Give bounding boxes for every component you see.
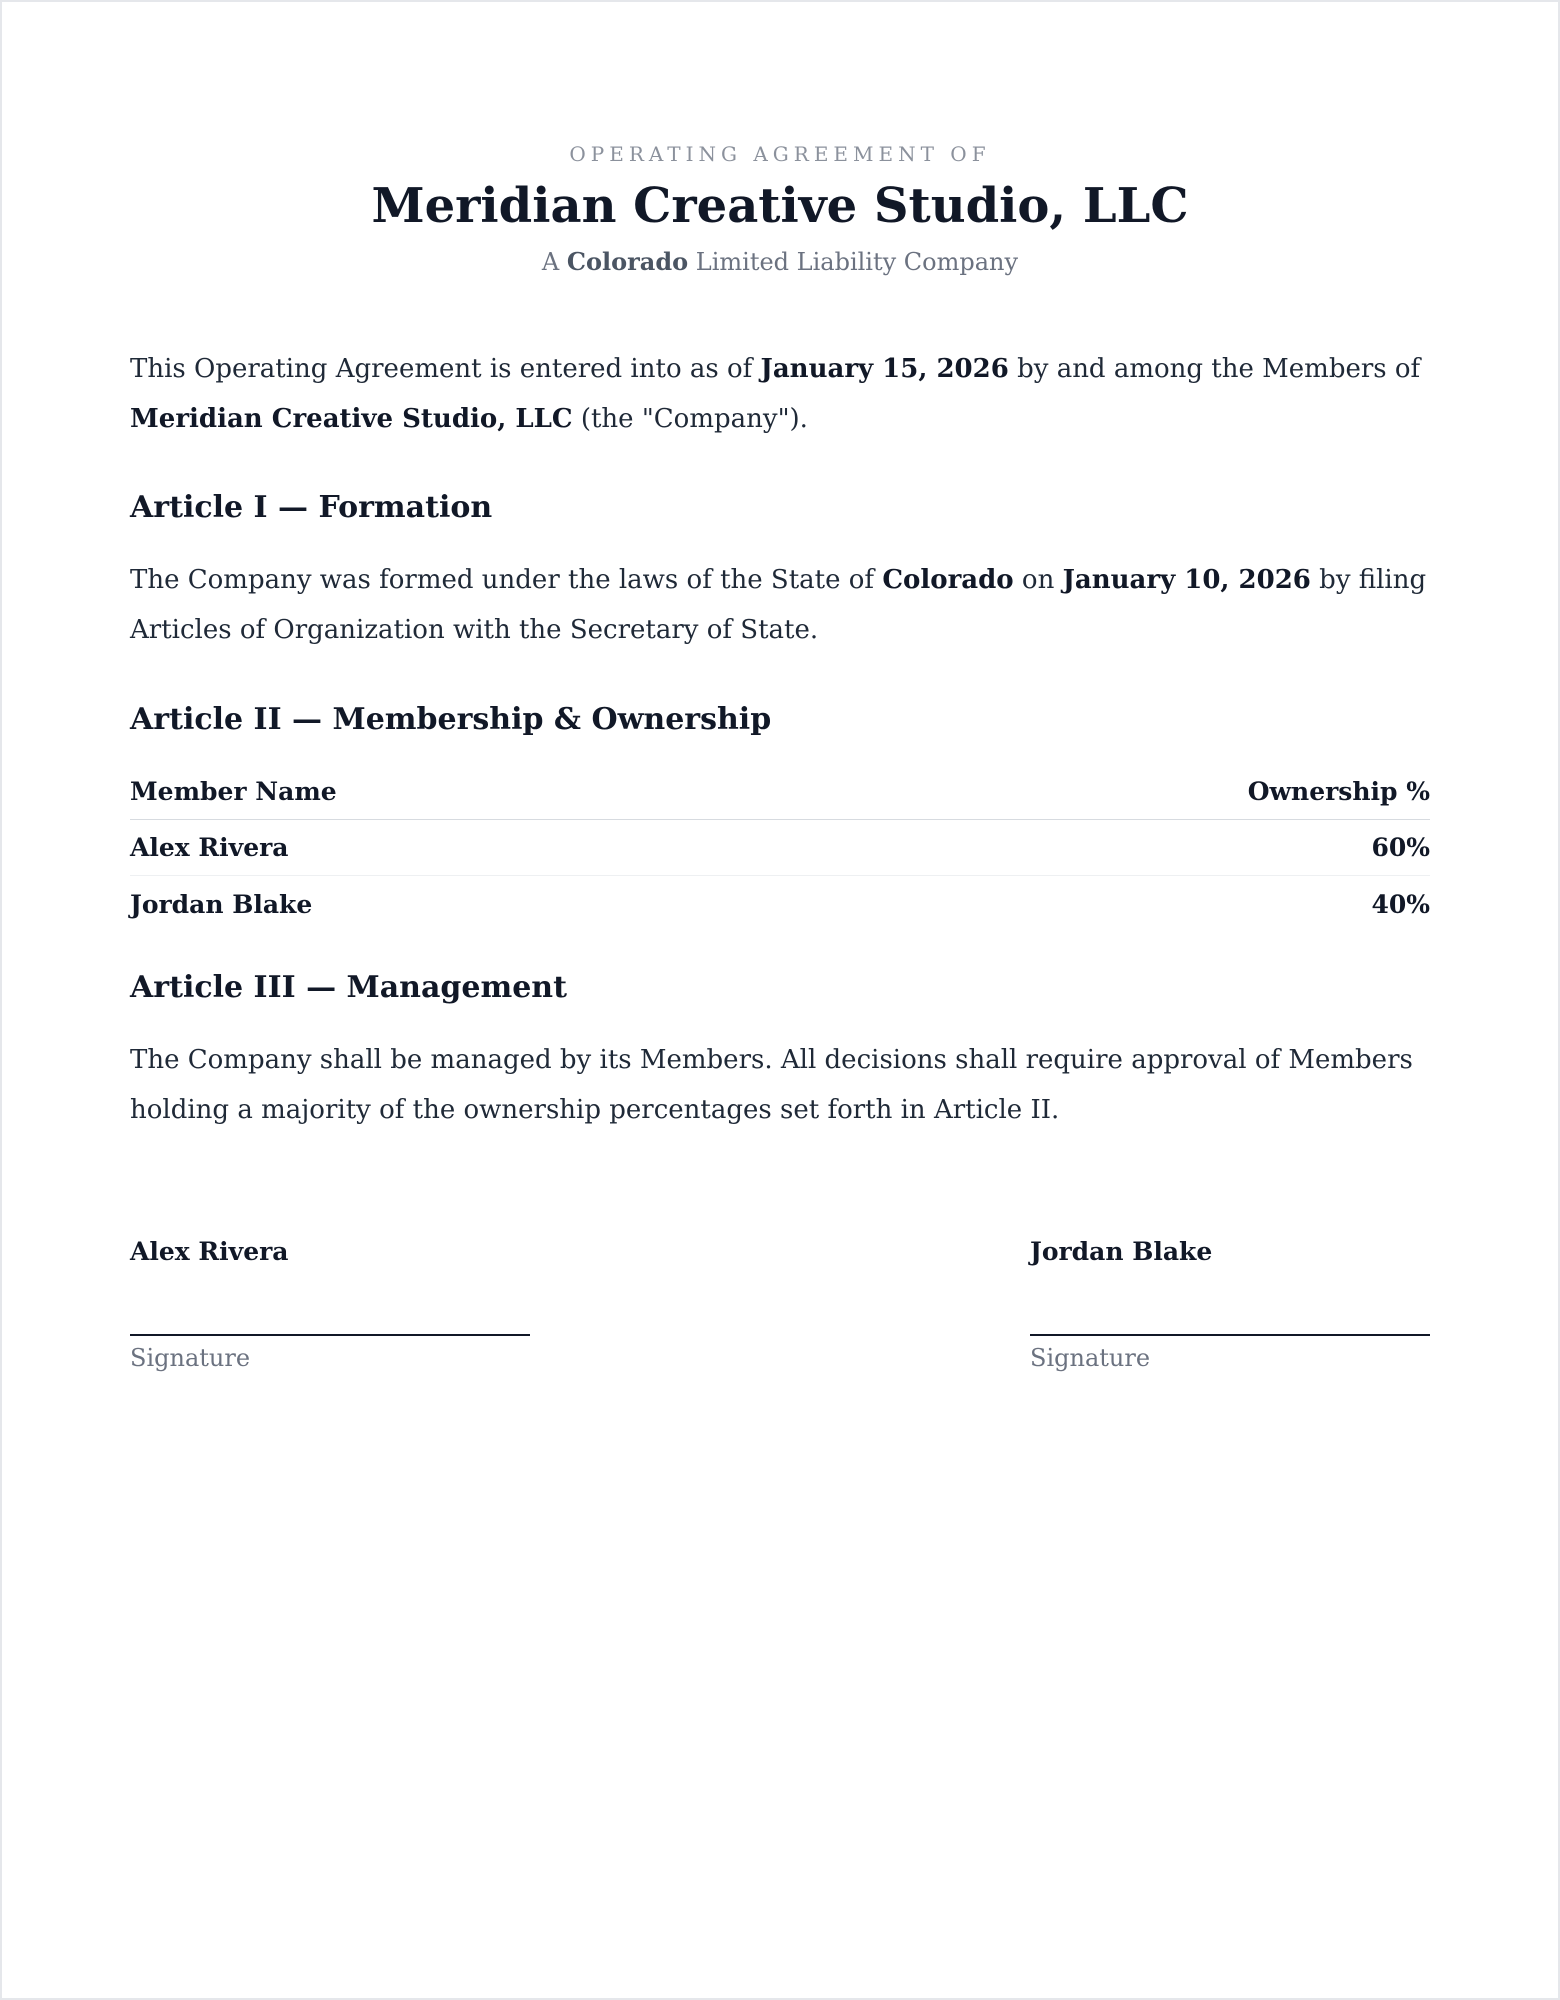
column-header-ownership: Ownership % <box>1247 777 1430 806</box>
signature-label: Signature <box>1030 1344 1151 1372</box>
subtitle-state: Colorado <box>566 247 689 276</box>
table-header-row <box>130 764 1430 820</box>
document-subtitle <box>130 247 1430 276</box>
table-row <box>130 820 1430 876</box>
membership-table <box>130 764 1430 932</box>
subtitle-prefix: A <box>541 248 560 276</box>
signature-block-alex-rivera <box>130 1232 530 1372</box>
article-1-formation-date: January 10, 2026 <box>1062 565 1311 595</box>
article-1-text-3: by filing Articles of Organization with the Secretary of State. <box>130 565 1427 645</box>
signature-line[interactable] <box>1030 1334 1430 1336</box>
document-title: Meridian Creative Studio, LLC <box>371 178 1189 234</box>
article-3-heading: Article III — Management <box>130 970 567 1005</box>
intro-company-name: Meridian Creative Studio, LLC <box>130 404 573 434</box>
article-1-heading: Article I — Formation <box>130 490 493 525</box>
intro-paragraph <box>130 344 1430 444</box>
member-name-cell: Alex Rivera <box>130 833 289 862</box>
ownership-cell: 60% <box>1371 833 1430 862</box>
signatory-name: Alex Rivera <box>130 1237 289 1266</box>
article-2-heading: Article II — Membership & Ownership <box>130 702 772 737</box>
intro-text-1: This Operating Agreement is entered into as of <box>130 354 753 384</box>
document-kicker: OPERATING AGREEMENT OF <box>569 142 991 166</box>
member-name-cell: Jordan Blake <box>130 889 313 919</box>
subtitle-suffix: Limited Liability Company <box>695 248 1019 276</box>
intro-text-3: (the "Company"). <box>580 404 808 434</box>
article-1-text-1: The Company was formed under the laws of the State of <box>130 565 875 595</box>
article-1-text-2: on <box>1021 565 1055 595</box>
signature-line[interactable] <box>130 1334 530 1336</box>
article-3-paragraph: The Company shall be managed by its Members. All decisions shall require approval of Members holding a majority of the ownership percentages set forth in Article II. <box>130 1045 1413 1125</box>
intro-text-2: by and among the Members of <box>1017 354 1421 384</box>
article-1-state: Colorado <box>882 565 1014 595</box>
signature-block-jordan-blake <box>1030 1232 1430 1372</box>
intro-effective-date: January 15, 2026 <box>760 354 1009 384</box>
signature-label: Signature <box>130 1344 251 1372</box>
signatory-name: Jordan Blake <box>1030 1237 1213 1266</box>
column-header-member-name: Member Name <box>130 777 337 806</box>
table-row <box>130 876 1430 932</box>
article-1-paragraph <box>130 555 1430 655</box>
ownership-cell: 40% <box>1371 889 1430 919</box>
